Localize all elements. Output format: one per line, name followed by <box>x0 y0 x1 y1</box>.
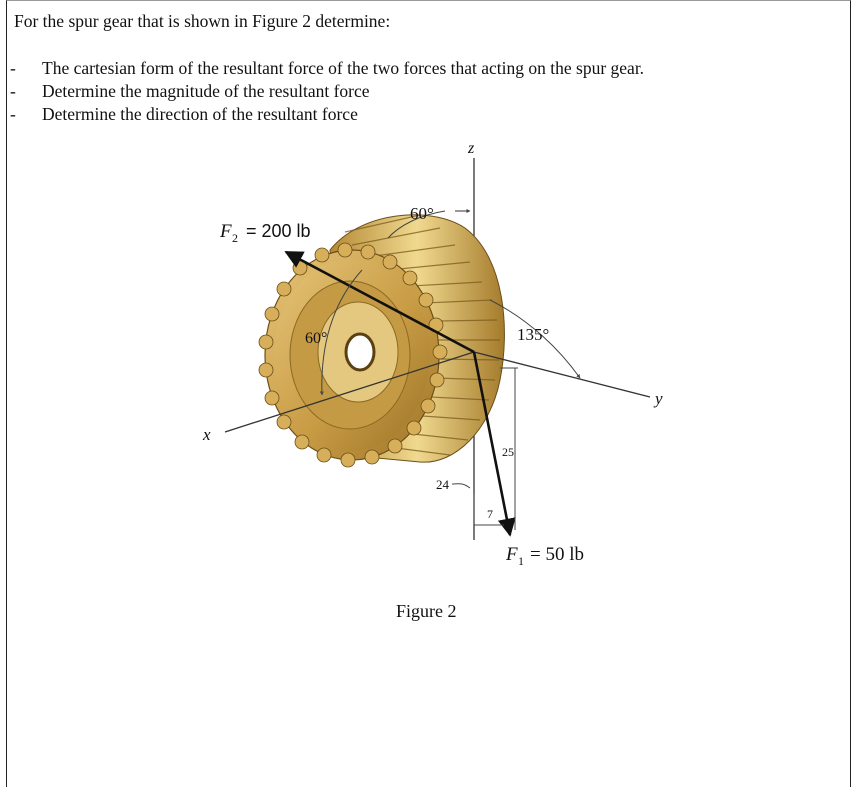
f1-subscript: 1 <box>518 554 524 568</box>
triangle-long-label: 24 <box>436 477 449 492</box>
x-axis-label: x <box>203 425 211 444</box>
f2-subscript: 2 <box>232 231 238 245</box>
angle-gear-label: 60° <box>305 330 328 347</box>
task-text: Determine the direction of the resultant force <box>42 104 358 124</box>
z-axis-label: z <box>468 140 475 157</box>
f2-magnitude: = 200 lb <box>246 221 311 241</box>
f1-symbol: F <box>506 544 518 565</box>
bullet-dash: - <box>10 81 16 101</box>
task-text: Determine the magnitude of the resultant force <box>42 81 370 101</box>
triangle-short-label: 7 <box>487 507 493 521</box>
figure-caption: Figure 2 <box>396 601 457 621</box>
f2-symbol: F <box>220 221 232 242</box>
bullet-dash: - <box>10 58 16 78</box>
triangle-hyp-label: 25 <box>502 445 514 459</box>
bullet-dash: - <box>10 104 16 124</box>
gear-bore <box>346 334 374 370</box>
task-text: The cartesian form of the resultant force of the two forces that acting on the spur gear. <box>42 58 645 78</box>
problem-intro: For the spur gear that is shown in Figure 2 determine: <box>14 11 391 31</box>
angle-top-label: 60° <box>410 204 434 223</box>
spur-gear <box>259 215 504 467</box>
angle-135-label: 135° <box>517 325 550 344</box>
f1-magnitude: = 50 lb <box>530 544 584 565</box>
y-axis-label: y <box>655 389 663 408</box>
